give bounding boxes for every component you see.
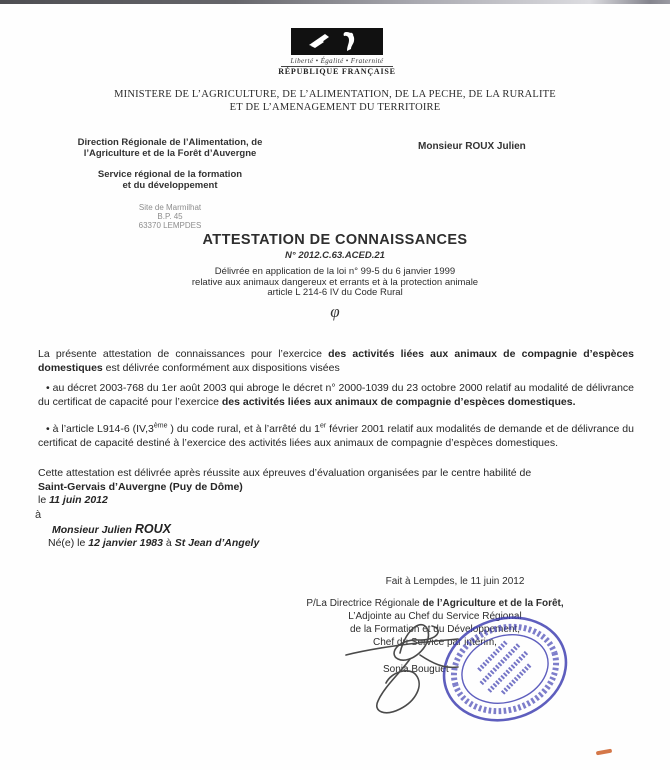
signatory-line4: Chef du Service par intérim,	[373, 637, 497, 648]
signer-name: Sonia Bouguet	[383, 664, 449, 675]
signatory-line1-bold: de l’Agriculture et de la Forêt,	[422, 598, 564, 609]
site-line2: B.P. 45	[157, 212, 183, 221]
ministry-title-line2: ET DE L’AMENAGEMENT DU TERRITOIRE	[229, 102, 441, 113]
recipient-name: Monsieur ROUX Julien	[418, 141, 526, 152]
paragraph-award	[38, 467, 634, 508]
article-text-3: février 2001 relatif aux modalités de demande et de délivrance du certificat de capacité destiné à l’exercice des activités liées aux animaux de compagnie d’espèces domestiques.	[38, 423, 634, 449]
award-date: 11 juin 2012	[49, 494, 108, 506]
born-at-label: à	[163, 537, 175, 549]
paragraph-intro	[38, 348, 634, 375]
award-date-label: le	[38, 494, 50, 506]
legal-basis	[0, 267, 670, 299]
awardee-name-prefix: Monsieur Julien	[52, 524, 135, 536]
article-sup-er: er	[319, 422, 327, 430]
handwritten-signature	[340, 609, 490, 721]
legal-basis-line3: article L 214-6 IV du Code Rural	[267, 287, 403, 298]
place-and-date: Fait à Lempdes, le 11 juin 2012	[385, 576, 525, 587]
site-line1: Site de Marmilhat	[138, 203, 202, 212]
bullet-decree	[38, 382, 634, 409]
document-number: N° 2012.C.63.ACED.21	[285, 250, 385, 261]
decree-period: .	[572, 395, 576, 408]
logo-republic-label: RÉPUBLIQUE FRANÇAISE	[278, 67, 396, 76]
awardee-a-label: à	[35, 509, 42, 521]
logo-motto: Liberté • Égalité • Fraternité	[290, 57, 384, 65]
intro-bold-activities: des activités liées aux animaux de compagnie d’espèces domestiques	[38, 348, 634, 374]
bullet-article	[38, 423, 634, 450]
legal-basis-line2: relative aux animaux dangereux et errants et à la protection animale	[191, 276, 479, 288]
signatory-line1-normal: P/La Directrice Régionale	[306, 598, 423, 609]
award-text: Cette attestation est délivrée après réussite aux épreuves d’évaluation organisées par le centre habilité de	[38, 467, 532, 479]
award-center-name: Saint-Gervais d’Auvergne (Puy de Dôme)	[38, 480, 243, 493]
born-label: Né(e) le	[48, 537, 89, 549]
signatory-line2: L’Adjointe au Chef du Service Régional	[348, 611, 522, 622]
birth-date: 12 janvier 1983	[88, 537, 163, 549]
legal-basis-line1: Délivrée en application de la loi n° 99-5 du 6 janvier 1999	[214, 266, 456, 277]
birth-place: St Jean d’Angely	[174, 537, 260, 549]
article-sup-eme: ème	[153, 422, 168, 430]
ministry-title	[0, 88, 670, 114]
decree-text: au décret 2003-768 du 1er août 2003 qui abroge le décret n° 2000-1039 du 23 octobre 2000 relatif au modalité de délivrance du certificat de capacité pour l’exercice	[38, 382, 634, 408]
intro-text: La présente attestation de connaissances pour l’exercice	[38, 348, 329, 360]
sender-service: Service régional de la formation et du développement	[97, 169, 243, 191]
signatory-line3: de la Formation et du Développement,	[349, 624, 521, 635]
site-line3: 63370 LEMPDES	[138, 221, 202, 230]
article-text-1: à l’article L914-6 (IV,3	[49, 423, 154, 435]
bullet-icon: •	[46, 382, 50, 394]
phi-symbol: φ	[330, 302, 340, 321]
article-text-2: ) du code rural, et à l’arrêté du 1	[167, 423, 320, 435]
bullet-icon: •	[46, 423, 50, 435]
awardee-birth-info	[48, 537, 259, 549]
scan-orange-mark-artifact	[596, 749, 612, 756]
document-title: ATTESTATION DE CONNAISSANCES	[202, 232, 468, 248]
ministry-title-line1: MINISTERE DE L’AGRICULTURE, DE L’ALIMENTATION, DE LA PECHE, DE LA RURALITE	[114, 89, 556, 100]
intro-text-end: est délivrée conformément aux dispositions visées	[102, 361, 340, 374]
decree-bold-activities: des activités liées aux animaux de compagnie d’espèces domestiques	[221, 395, 573, 408]
sender-site-address	[95, 203, 245, 230]
awardee-full-name	[52, 522, 171, 536]
awardee-last-name: ROUX	[134, 522, 171, 536]
scan-top-edge-artifact	[0, 0, 670, 4]
sender-direction: Direction Régionale de l’Alimentation, de l’Agriculture et de la Forêt d’Auvergne	[77, 137, 263, 159]
republique-francaise-logo-icon	[291, 28, 383, 55]
